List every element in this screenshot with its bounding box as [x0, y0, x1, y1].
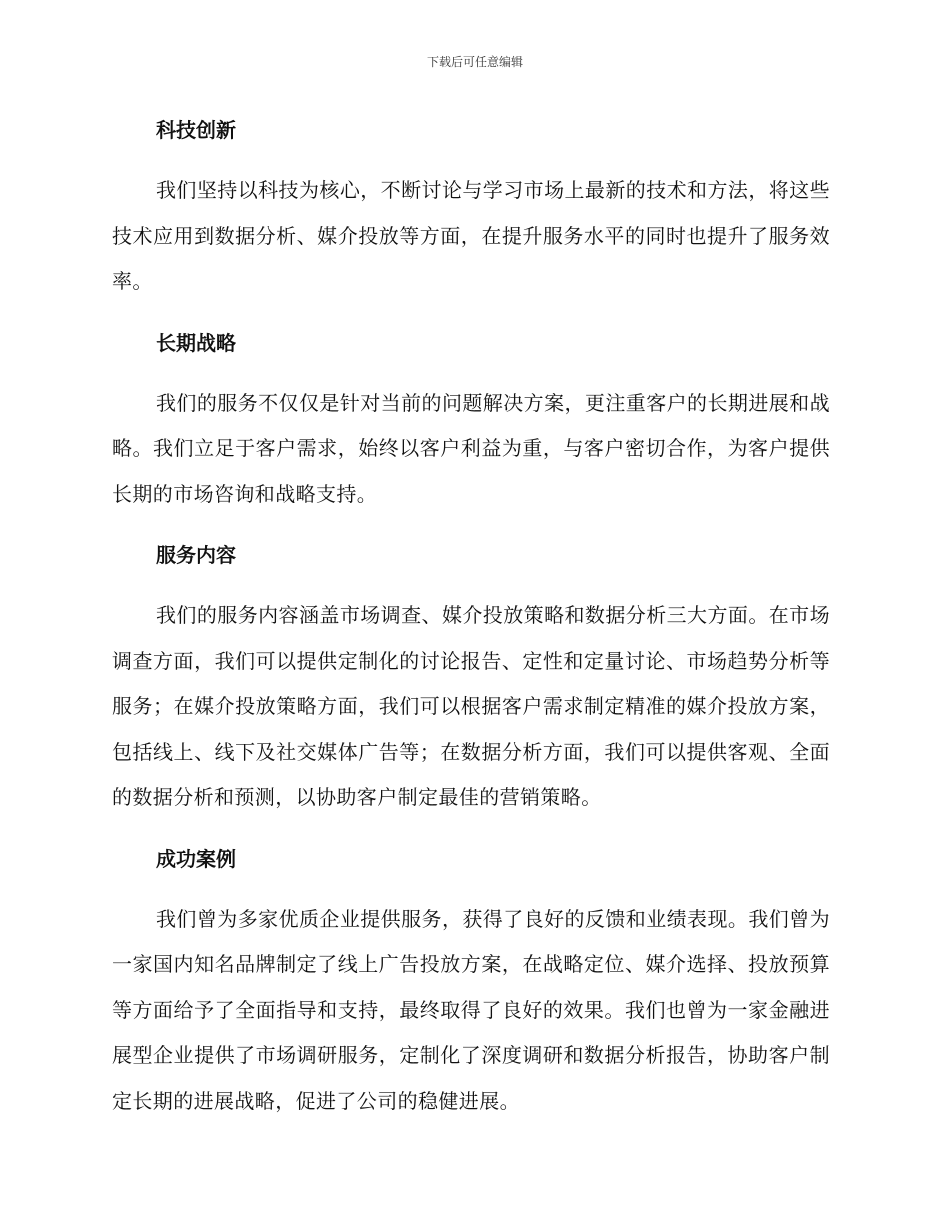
section-paragraph: 我们的服务不仅仅是针对当前的问题解决方案，更注重客户的长期进展和战略。我们立足于客户需求，始终以客户利益为重，与客户密切合作，为客户提供长期的市场咨询和战略支持。	[112, 390, 830, 506]
section-heading: 长期战略	[156, 330, 236, 355]
section-heading: 科技创新	[156, 118, 236, 142]
page-header: 下载后可任意编辑	[426, 55, 523, 69]
document-body	[112, 112, 830, 1144]
section-heading: 成功案例	[156, 846, 236, 871]
section-heading: 服务内容	[156, 543, 236, 567]
section-long-term-strategy	[112, 325, 830, 518]
section-paragraph: 我们的服务内容涵盖市场调查、媒介投放策略和数据分析三大方面。在市场调查方面，我们可以提供定制化的讨论报告、定性和定量讨论、市场趋势分析等服务；在媒介投放策略方面，我们可以根据客户需求制定精准的媒介投放方案，包括线上、线下及社交媒体广告等；在数据分析方面，我们可以提供客观、全面的数据分析和预测，以协助客户制定最佳的营销策略。	[112, 603, 830, 809]
section-tech-innovation	[112, 112, 830, 305]
section-paragraph: 我们曾为多家优质企业提供服务，获得了良好的反馈和业绩表现。我们曾为一家国内知名品牌制定了线上广告投放方案，在战略定位、媒介选择、投放预算等方面给予了全面指导和支持，最终取得了良好的效果。我们也曾为一家金融进展型企业提供了市场调研服务，定制化了深度调研和数据分析报告，协助客户制定长期的进展战略，促进了公司的稳健进展。	[112, 906, 830, 1113]
section-paragraph: 我们坚持以科技为核心，不断讨论与学习市场上最新的技术和方法，将这些技术应用到数据分析、媒介投放等方面，在提升服务水平的同时也提升了服务效率。	[112, 178, 830, 293]
section-service-content	[112, 537, 830, 821]
section-success-cases	[112, 841, 830, 1125]
